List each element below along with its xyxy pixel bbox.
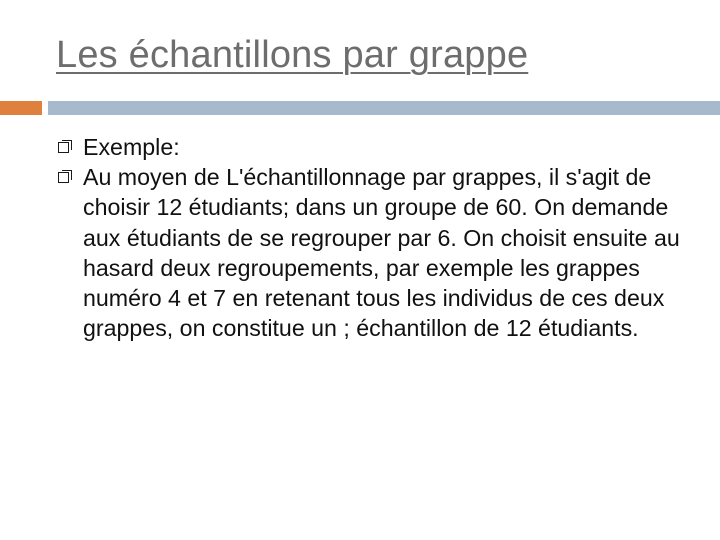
slide-title: Les échantillons par grappe <box>56 34 529 76</box>
square-bullet-icon <box>58 142 69 153</box>
square-bullet-icon <box>58 172 69 183</box>
bullet-text: Exemple: <box>83 134 180 160</box>
accent-bar <box>0 101 42 115</box>
list-item <box>58 132 698 162</box>
bullet-list <box>58 132 698 343</box>
title-divider-bar <box>48 101 720 115</box>
list-item <box>58 162 698 343</box>
bullet-text: Au moyen de L'échantillonnage par grappes, il s'agit de choisir 12 étudiants; dans un groupe de 60. On demande aux étudiants de se regrouper par 6. On choisit ensuite au hasard deux regroupements, par exemple les grappes numéro 4 et 7 en retenant tous les individus de ces deux grappes, on constitue un ; échantillon de 12 étudiants. <box>83 164 680 342</box>
